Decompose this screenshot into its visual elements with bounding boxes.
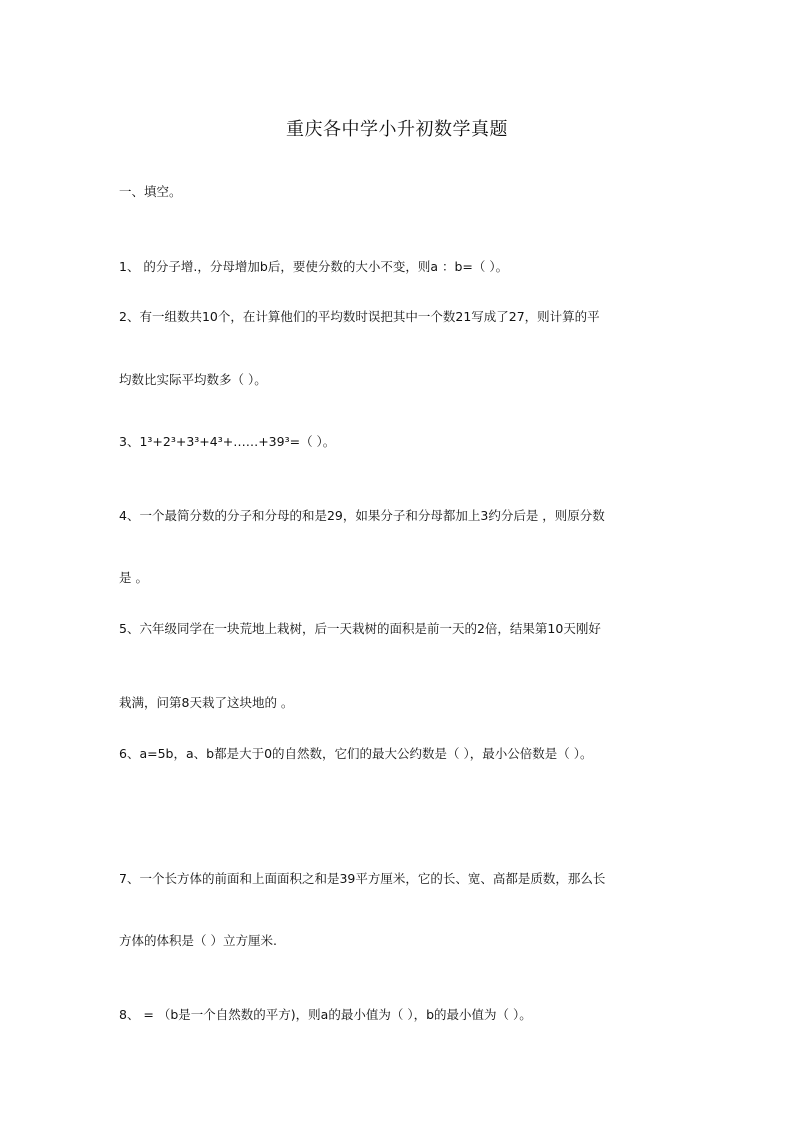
question-8: 8、 = （b是一个自然数的平方)，则a的最小值为（ ），b的最小值为（ ）。 [119,1007,532,1022]
question-4-line-1: 4、一个最简分数的分子和分母的和是29，如果分子和分母都加上3约分后是 ，则原分数 [119,508,605,523]
question-6: 6、a=5b，a、b都是大于0的自然数，它们的最大公约数是（ ），最小公倍数是（ ）。 [119,746,593,761]
question-4-line-2: 是 。 [119,570,148,585]
question-7-line-2: 方体的体积是（ ）立方厘米. [119,933,277,948]
question-3: 3、1³+2³+3³+4³+……+39³=（ ）。 [119,434,336,449]
question-5-line-1: 5、六年级同学在一块荒地上栽树，后一天栽树的面积是前一天的2倍，结果第10天刚好 [119,621,601,636]
question-7-line-1: 7、一个长方体的前面和上面面积之和是39平方厘米，它的长、宽、高都是质数，那么长 [119,871,606,886]
question-1: 1、 的分子增.，分母增加b后，要使分数的大小不变，则a ：b=（ ）。 [119,259,509,274]
question-2-line-1: 2、有一组数共10个，在计算他们的平均数时误把其中一个数21写成了27，则计算的平 [119,309,600,324]
question-2-line-2: 均数比实际平均数多（ ）。 [119,372,267,387]
question-5-line-2: 栽满，问第8天栽了这块地的 。 [119,695,294,710]
document-title: 重庆各中学小升初数学真题 [286,119,508,140]
section-heading: 一、填空。 [119,184,182,199]
